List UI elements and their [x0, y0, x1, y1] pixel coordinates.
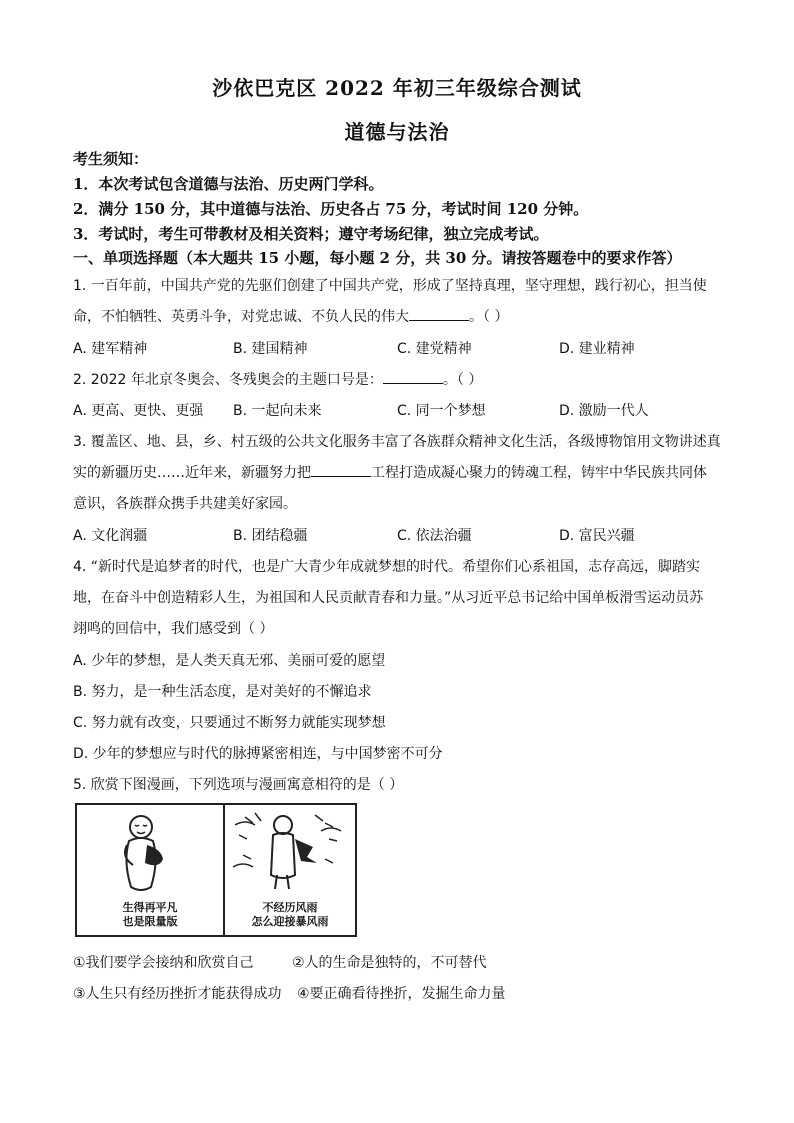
q4-option-b: B. 努力，是一种生活态度，是对美好的不懈追求: [73, 684, 372, 700]
plain-figure-illustration: [77, 805, 223, 895]
q5-statement-2: ②人的生命是独特的，不可替代: [292, 955, 487, 971]
notice-item: 3．考试时，考生可带教材及相关资料；遵守考场纪律，独立完成考试。: [73, 225, 549, 243]
comic-panel-left: [77, 805, 225, 935]
q1-stem-part: 。（ ）: [469, 309, 509, 325]
q1-stem-line: 1. 一百年前，中国共产党的先驱们创建了中国共产党，形成了坚持真理，坚守理想，践行初心，担当使: [73, 278, 707, 294]
q2-stem-line: [73, 369, 482, 389]
q3-option-b: B. 团结稳疆: [233, 528, 308, 544]
q3-option-a: A. 文化润疆: [73, 528, 148, 544]
q4-option-a: A. 少年的梦想，是人类天真无邪、美丽可爱的愿望: [73, 653, 386, 669]
answer-blank: [409, 308, 469, 321]
comic-left-caption: 生得再平凡 也是限量版: [122, 901, 178, 928]
q4-stem-line: 翊鸣的回信中，我们感受到（ ）: [73, 621, 274, 637]
q2-stem-part: 。（ ）: [442, 372, 483, 388]
q1-option-b: B. 建国精神: [233, 341, 308, 357]
q2-option-d: D. 激励一代人: [559, 403, 649, 419]
storm-figure-illustration: [225, 805, 355, 895]
q1-stem-part: 命，不怕牺牲、英勇斗争，对党忠诚、不负人民的伟大: [73, 309, 409, 325]
comic-right-caption: 不经历风雨 怎么迎接暴风雨: [251, 901, 329, 928]
notice-item: 1．本次考试包含道德与法治、历史两门学科。: [73, 175, 384, 193]
notice-heading: 考生须知：: [73, 150, 149, 168]
q5-statement-4: ④要正确看待挫折，发掘生命力量: [297, 986, 506, 1002]
q3-stem-line: [73, 462, 707, 482]
answer-blank: [311, 464, 371, 477]
q1-option-d: D. 建业精神: [559, 341, 635, 357]
exam-title: 沙依巴克区 2022 年初三年级综合测试: [212, 76, 582, 100]
q4-option-d: D. 少年的梦想应与时代的脉搏紧密相连，与中国梦密不可分: [73, 746, 443, 762]
section-heading: 一、单项选择题（本大题共 15 小题，每小题 2 分，共 30 分。请按答题卷中的要求作答）: [73, 249, 682, 267]
q2-stem-part: 2. 2022 年北京冬奥会、冬残奥会的主题口号是：: [73, 372, 383, 388]
q5-statement-3: ③人生只有经历挫折才能获得成功: [73, 986, 282, 1002]
q5-stem-line: 5. 欣赏下图漫画，下列选项与漫画寓意相符的是（ ）: [73, 777, 404, 793]
q4-stem-line: 地，在奋斗中创造精彩人生，为祖国和人民贡献青春和力量。”从习近平总书记给中国单板滑雪运动员苏: [73, 590, 704, 606]
q3-stem-line: 3. 覆盖区、地、县，乡、村五级的公共文化服务丰富了各族群众精神文化生活，各级博物馆用文物讲述真: [73, 434, 721, 450]
q3-option-d: D. 富民兴疆: [559, 528, 635, 544]
q2-option-a: A. 更高、更快、更强: [73, 403, 204, 419]
q1-option-a: A. 建军精神: [73, 341, 148, 357]
comic-image: [75, 803, 357, 937]
q5-statement-1: ①我们要学会接纳和欣赏自己: [73, 955, 254, 971]
q3-stem-line: 意识，各族群众携手共建美好家园。: [73, 496, 297, 512]
q4-option-c: C. 努力就有改变，只要通过不断努力就能实现梦想: [73, 715, 386, 731]
exam-subject: 道德与法治: [344, 120, 450, 144]
q1-option-c: C. 建党精神: [397, 341, 472, 357]
q2-option-b: B. 一起向未来: [233, 403, 322, 419]
q4-stem-line: 4. “新时代是追梦者的时代，也是广大青少年成就梦想的时代。希望你们心系祖国，志存高远，脚踏实: [73, 559, 701, 575]
notice-item: 2．满分 150 分，其中道德与法治、历史各占 75 分，考试时间 120 分钟。: [73, 200, 589, 218]
comic-panel-right: [225, 805, 355, 935]
q3-stem-part: 实的新疆历史……近年来，新疆努力把: [73, 465, 311, 481]
answer-blank: [383, 371, 443, 384]
q3-stem-part: 工程打造成凝心聚力的铸魂工程，铸牢中华民族共同体: [371, 465, 707, 481]
q3-option-c: C. 依法治疆: [397, 528, 472, 544]
q2-option-c: C. 同一个梦想: [397, 403, 486, 419]
q1-stem-line: [73, 306, 508, 326]
